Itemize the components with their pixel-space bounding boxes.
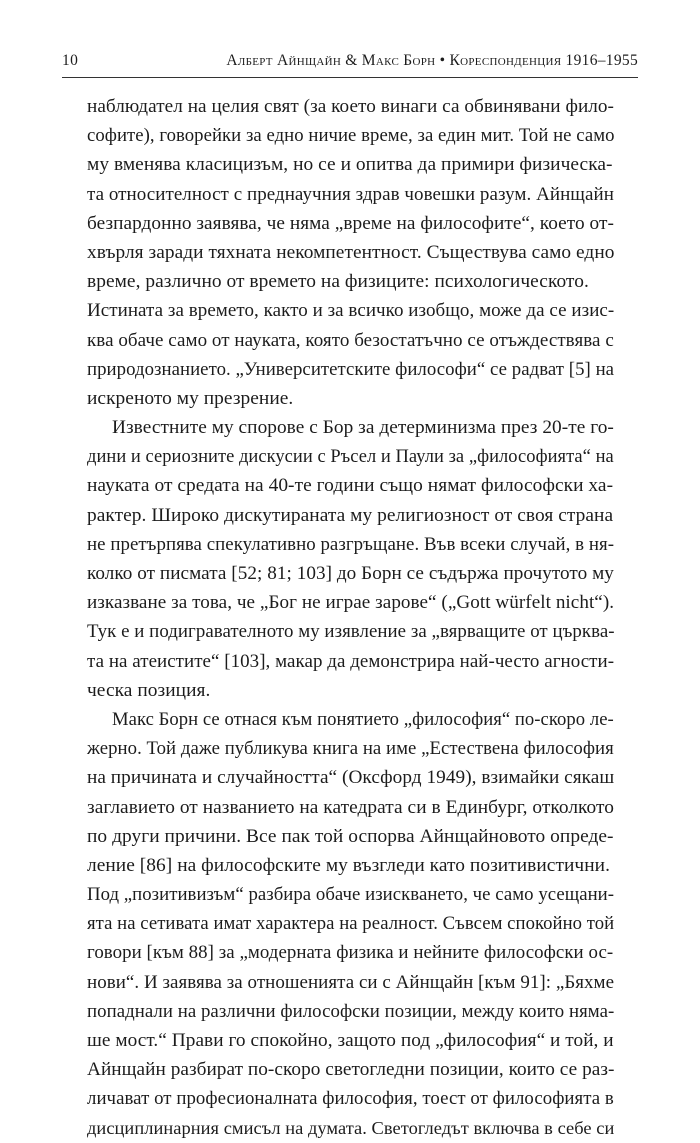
text-line: науката от средата на 40-те години също нямат философски ха- — [87, 475, 614, 497]
header-rule — [62, 77, 638, 78]
text-line: време, различно от времето на физиците: психологическото. — [87, 271, 589, 293]
text-line: Известните му спорове с Бор за детерминизма през 20-те го- — [112, 417, 614, 439]
text-line: личават от професионалната философия, тоест от философията в — [87, 1088, 614, 1110]
text-line: ята на сетивата имат характера на реалност. Съвсем спокойно той — [87, 913, 615, 935]
text-line: безпардонно заявява, че няма „време на философите“, което от- — [87, 212, 614, 234]
running-header — [62, 44, 638, 70]
text-line: софите), говорейки за едно ничие време, за един мит. Той не само — [87, 125, 615, 147]
text-line: нови“. И заявява за отношенията си с Айнщайн [към 91]: „Бяхме — [87, 971, 615, 993]
text-line: на причината и случайността“ (Оксфорд 1949), взимайки сякаш — [87, 767, 615, 789]
text-line: дини и сериозните дискусии с Ръсел и Паули за „философията“ на — [87, 446, 614, 467]
text-line: хвърля заради тяхната некомпетентност. Съществува само едно — [87, 241, 615, 263]
text-line: изказване за това, че „Бог не играе зарове“ („Gott würfelt nicht“). — [87, 592, 615, 614]
text-line: ше мост.“ Прави го спокойно, защото под „философия“ и той, и — [87, 1030, 614, 1051]
text-line: Айнщайн разбират по-скоро светогледни позиции, които се раз- — [87, 1059, 615, 1081]
text-line: природознанието. „Университетските философи“ се радват [5] на — [87, 358, 615, 380]
text-line: искреното му презрение. — [87, 387, 294, 409]
text-line: попаднали на различни философски позиции, между които няма- — [87, 1000, 615, 1022]
text-line: Истината за времето, както и за всичко изобщо, може да се изис- — [87, 300, 615, 322]
text-line: та относителност с преднаучния здрав човешки разум. Айнщайн — [87, 183, 614, 205]
text-line: колко от писмата [52; 81; 103] до Борн се съдържа прочутото му — [87, 563, 614, 584]
text-line: наблюдател на целия свят (за което винаги са обвинявани фило- — [87, 96, 614, 117]
text-line: Под „позитивизъм“ разбира обаче изискването, че само усещани- — [87, 884, 615, 906]
text-line: рактер. Широко дискутираната му религиозност от своя страна — [87, 504, 614, 526]
text-line: ческа позиция. — [87, 679, 211, 701]
page-number: 10 — [62, 52, 79, 69]
text-line: ление [86] на философските му възгледи като позитивистични. — [87, 854, 610, 876]
text-line: ква обаче само от науката, която безостатъчно се отъждествява с — [87, 329, 614, 351]
text-line: дисциплинарния смисъл на думата. Светогледът включва в себе си — [87, 1117, 615, 1138]
text-line: жерно. Той даже публикува книга на име „Естествена философия — [87, 738, 614, 760]
running-title: Алберт Айнщайн & Макс Борн • Кореспонденция 1916–1955 — [226, 52, 638, 69]
text-line: не претърпява спекулативно разгръщане. Във всеки случай, в ня- — [87, 533, 615, 555]
text-line: заглавието от названието на катедрата си в Единбург, отколкото — [87, 796, 614, 818]
text-line: Тук е и подигравателното му изявление за „вярващите от църква- — [87, 621, 615, 643]
text-line: по други причини. Все пак той оспорва Айнщайновото опреде- — [87, 825, 614, 847]
text-line: Макс Борн се отнася към понятието „философия“ по-скоро ле- — [112, 708, 614, 730]
body-text — [87, 92, 614, 1143]
text-line: му вменява класицизъм, но се и опитва да примири физическа- — [87, 154, 613, 176]
text-line: говори [към 88] за „модерната физика и нейните философски ос- — [87, 942, 614, 964]
text-line: та на атеистите“ [103], макар да демонстрира най-често агности- — [87, 650, 615, 672]
